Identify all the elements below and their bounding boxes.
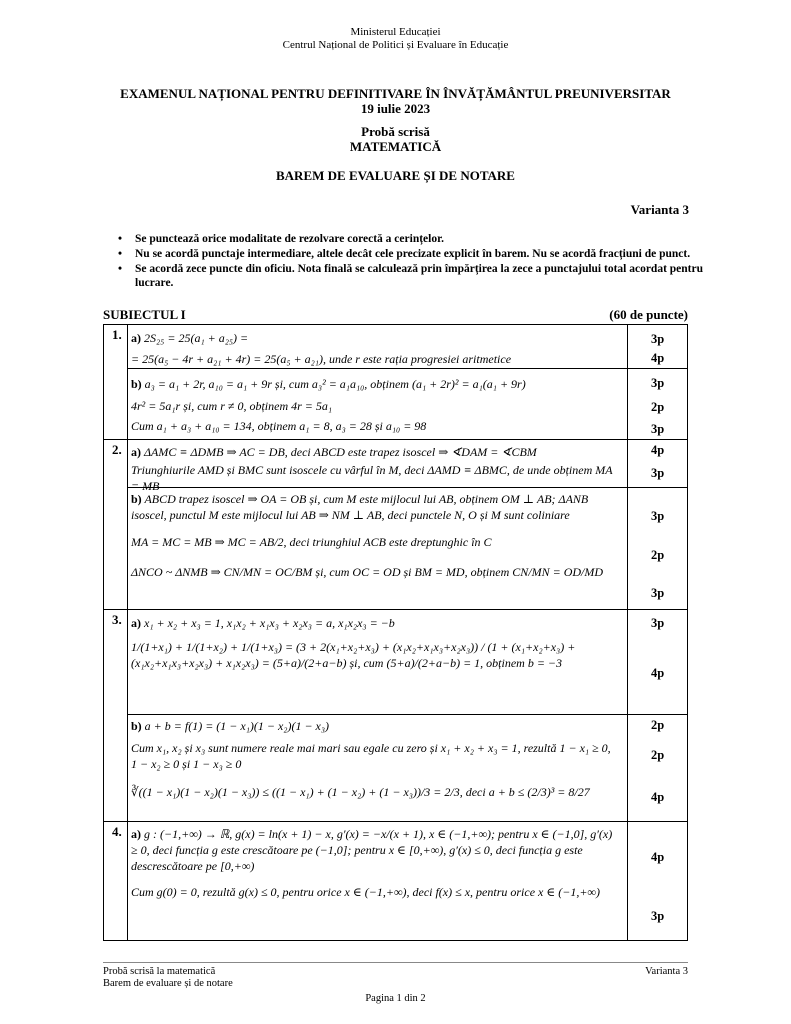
item-divider xyxy=(103,609,688,610)
part-label: b) xyxy=(131,719,142,733)
item-divider xyxy=(103,439,688,440)
score: 4p xyxy=(651,666,665,680)
score: 3p xyxy=(651,616,665,630)
score: 4p xyxy=(651,850,665,864)
score: 2p xyxy=(651,748,665,762)
answer-part xyxy=(131,330,619,367)
rule-item: • Nu se acordă punctaje intermediare, altele decât cele precizate explicit în barem. Nu se acordă fracțiuni de punct. xyxy=(118,247,703,261)
answer-part xyxy=(131,444,619,494)
footer-barem: Barem de evaluare și de notare xyxy=(103,978,233,989)
answer-line: Cum g(0) = 0, rezultă g(x) ≤ 0, pentru orice x ∈ (−1,+∞), deci f(x) ≤ x, pentru orice x ∈ (−1,+∞) xyxy=(131,885,600,899)
item-number: 1. xyxy=(112,327,122,342)
rule-item: • Se punctează orice modalitate de rezolvare corectă a cerințelor. xyxy=(118,232,703,246)
answer-line: ΔAMC ≡ ΔDMB ⇒ AC = DB, deci ABCD este trapez isoscel ⇒ ∢DAM = ∢CBM xyxy=(144,445,537,459)
part-label: a) xyxy=(131,445,141,459)
answer-line: Cum a₁ + a₃ + a₁₀ = 134, obținem a₁ = 8, a₃ = 28 și a₁₀ = 98 xyxy=(131,419,427,433)
table-border xyxy=(687,324,688,941)
score: 3p xyxy=(651,466,665,480)
barem-title: BAREM DE EVALUARE ȘI DE NOTARE xyxy=(276,168,515,183)
column-divider xyxy=(127,324,128,941)
column-divider xyxy=(627,324,628,941)
answer-line: ABCD trapez isoscel ⇒ OA = OB și, cum M este mijlocul lui AB, obținem OM ⊥ AB; ΔANB isoscel, punctul M este mijlocul lui AB ⇒ NM ⊥ AB, deci punctele N, O și M sunt coliniare xyxy=(131,492,589,522)
exam-title-line: EXAMENUL NAȚIONAL PENTRU DEFINITIVARE ÎN ÎNVĂȚĂMÂNTUL PREUNIVERSITAR xyxy=(120,86,671,101)
score: 4p xyxy=(651,443,665,457)
rule-item: • Se acordă zece puncte din oficiu. Nota finală se calculează prin împărțirea la zece a punctajului total acordat pentru lucrare. xyxy=(118,262,703,290)
part-divider xyxy=(127,714,688,715)
answer-line: a₃ = a₁ + 2r, a₁₀ = a₁ + 9r și, cum a₃² = a₁a₁₀, obținem (a₁ + 2r)² = a₁(a₁ + 9r) xyxy=(144,377,526,391)
footer-variant: Varianta 3 xyxy=(645,966,688,977)
answer-line: Triunghiurile AMD și BMC sunt isoscele cu vârful în M, deci ΔAMD ≡ ΔBMC, de unde obținem MA = MB xyxy=(131,463,613,493)
table-border xyxy=(103,324,104,941)
part-label: b) xyxy=(131,377,142,391)
page-header xyxy=(0,26,791,52)
answer-part xyxy=(131,491,619,580)
score: 4p xyxy=(651,351,665,365)
section-title: SUBIECTUL I xyxy=(103,307,186,322)
answer-part xyxy=(131,826,619,900)
variant-label: Varianta 3 xyxy=(630,202,689,217)
section-points: (60 de puncte) xyxy=(609,307,688,322)
answer-line: a + b = f(1) = (1 − x₁)(1 − x₂)(1 − x₃) xyxy=(144,719,330,733)
score: 3p xyxy=(651,586,665,600)
item-number: 3. xyxy=(112,612,122,627)
score: 2p xyxy=(651,400,665,414)
item-divider xyxy=(103,821,688,822)
probe-block xyxy=(0,124,791,154)
answer-line: 2S₂₅ = 25(a₁ + a₂₅) = xyxy=(144,331,249,345)
footer-left xyxy=(103,966,233,990)
answer-line: x₁ + x₂ + x₃ = 1, x₁x₂ + x₁x₃ + x₂x₃ = a, x₁x₂x₃ = −b xyxy=(144,616,395,630)
section-heading xyxy=(103,307,688,323)
answer-line: Cum x₁, x₂ și x₃ sunt numere reale mai mari sau egale cu zero și x₁ + x₂ + x₃ = 1, rezultă 1 − x₁ ≥ 0, 1 − x₂ ≥ 0 și 1 − x₃ ≥ 0 xyxy=(131,741,611,771)
part-label: a) xyxy=(131,827,141,841)
score: 4p xyxy=(651,790,665,804)
exam-title xyxy=(0,86,791,116)
table-border xyxy=(103,940,688,941)
exam-date: 19 iulie 2023 xyxy=(360,101,431,116)
page-number: Pagina 1 din 2 xyxy=(365,993,426,1004)
footer-probe: Probă scrisă la matematică xyxy=(103,966,216,977)
score: 3p xyxy=(651,422,665,436)
probe-type: Probă scrisă xyxy=(361,124,430,139)
part-divider xyxy=(127,368,688,369)
answer-line: MA = MC = MB ⇒ MC = AB/2, deci triunghiul ACB este dreptunghic în C xyxy=(131,535,492,549)
answer-part xyxy=(131,718,619,800)
center-name: Centrul Național de Politici și Evaluare în Educație xyxy=(282,39,509,51)
footer-rule xyxy=(103,962,688,963)
score: 3p xyxy=(651,509,665,523)
score: 3p xyxy=(651,909,665,923)
scoring-table xyxy=(103,324,688,941)
answer-line: = 25(a₅ − 4r + a₂₁ + 4r) = 25(a₅ + a₂₁), unde r este rația progresiei aritmetice xyxy=(131,352,512,366)
part-label: a) xyxy=(131,616,141,630)
subject-name: MATEMATICĂ xyxy=(349,139,442,154)
answer-part xyxy=(131,376,619,434)
rules-list xyxy=(118,232,703,291)
table-border xyxy=(103,324,688,325)
score: 3p xyxy=(651,332,665,346)
answer-part xyxy=(131,615,619,671)
score: 2p xyxy=(651,718,665,732)
part-label: a) xyxy=(131,331,141,345)
answer-line: g : (−1,+∞) → ℝ, g(x) = ln(x + 1) − x, g′(x) = −x/(x + 1), x ∈ (−1,+∞); pentru x ∈ (−1,0], g′(x) ≥ 0, deci funcția g este crescătoare pe (−1,0]; pentru x ∈ [0,+∞), g′(x) ≤ 0, deci funcția g este descrescătoare pe [0,+∞) xyxy=(131,827,613,873)
answer-line: 4r² = 5a₁r și, cum r ≠ 0, obținem 4r = 5a₁ xyxy=(131,399,333,413)
item-number: 2. xyxy=(112,442,122,457)
part-label: b) xyxy=(131,492,142,506)
score: 2p xyxy=(651,548,665,562)
score: 3p xyxy=(651,376,665,390)
item-number: 4. xyxy=(112,824,122,839)
answer-line: 1/(1+x₁) + 1/(1+x₂) + 1/(1+x₃) = (3 + 2(x₁+x₂+x₃) + (x₁x₂+x₁x₃+x₂x₃)) / (1 + (x₁+x₂+x₃) + (x₁x₂+x₁x₃+x₂x₃) + x₁x₂x₃) = (5+a)/(2+a−b) și, cum (5+a)/(2+a−b) = 1, obținem b = −3 xyxy=(131,640,576,670)
ministry-name: Ministerul Educației xyxy=(350,26,441,38)
answer-line: ΔNCO ~ ΔNMB ⇒ CN/MN = OC/BM și, cum OC = OD și BM = MD, obținem CN/MN = OD/MD xyxy=(131,565,604,579)
answer-line: ∛((1 − x₁)(1 − x₂)(1 − x₃)) ≤ ((1 − x₁) + (1 − x₂) + (1 − x₃))/3 = 2/3, deci a + b ≤ (2/3)³ = 8/27 xyxy=(131,785,590,799)
